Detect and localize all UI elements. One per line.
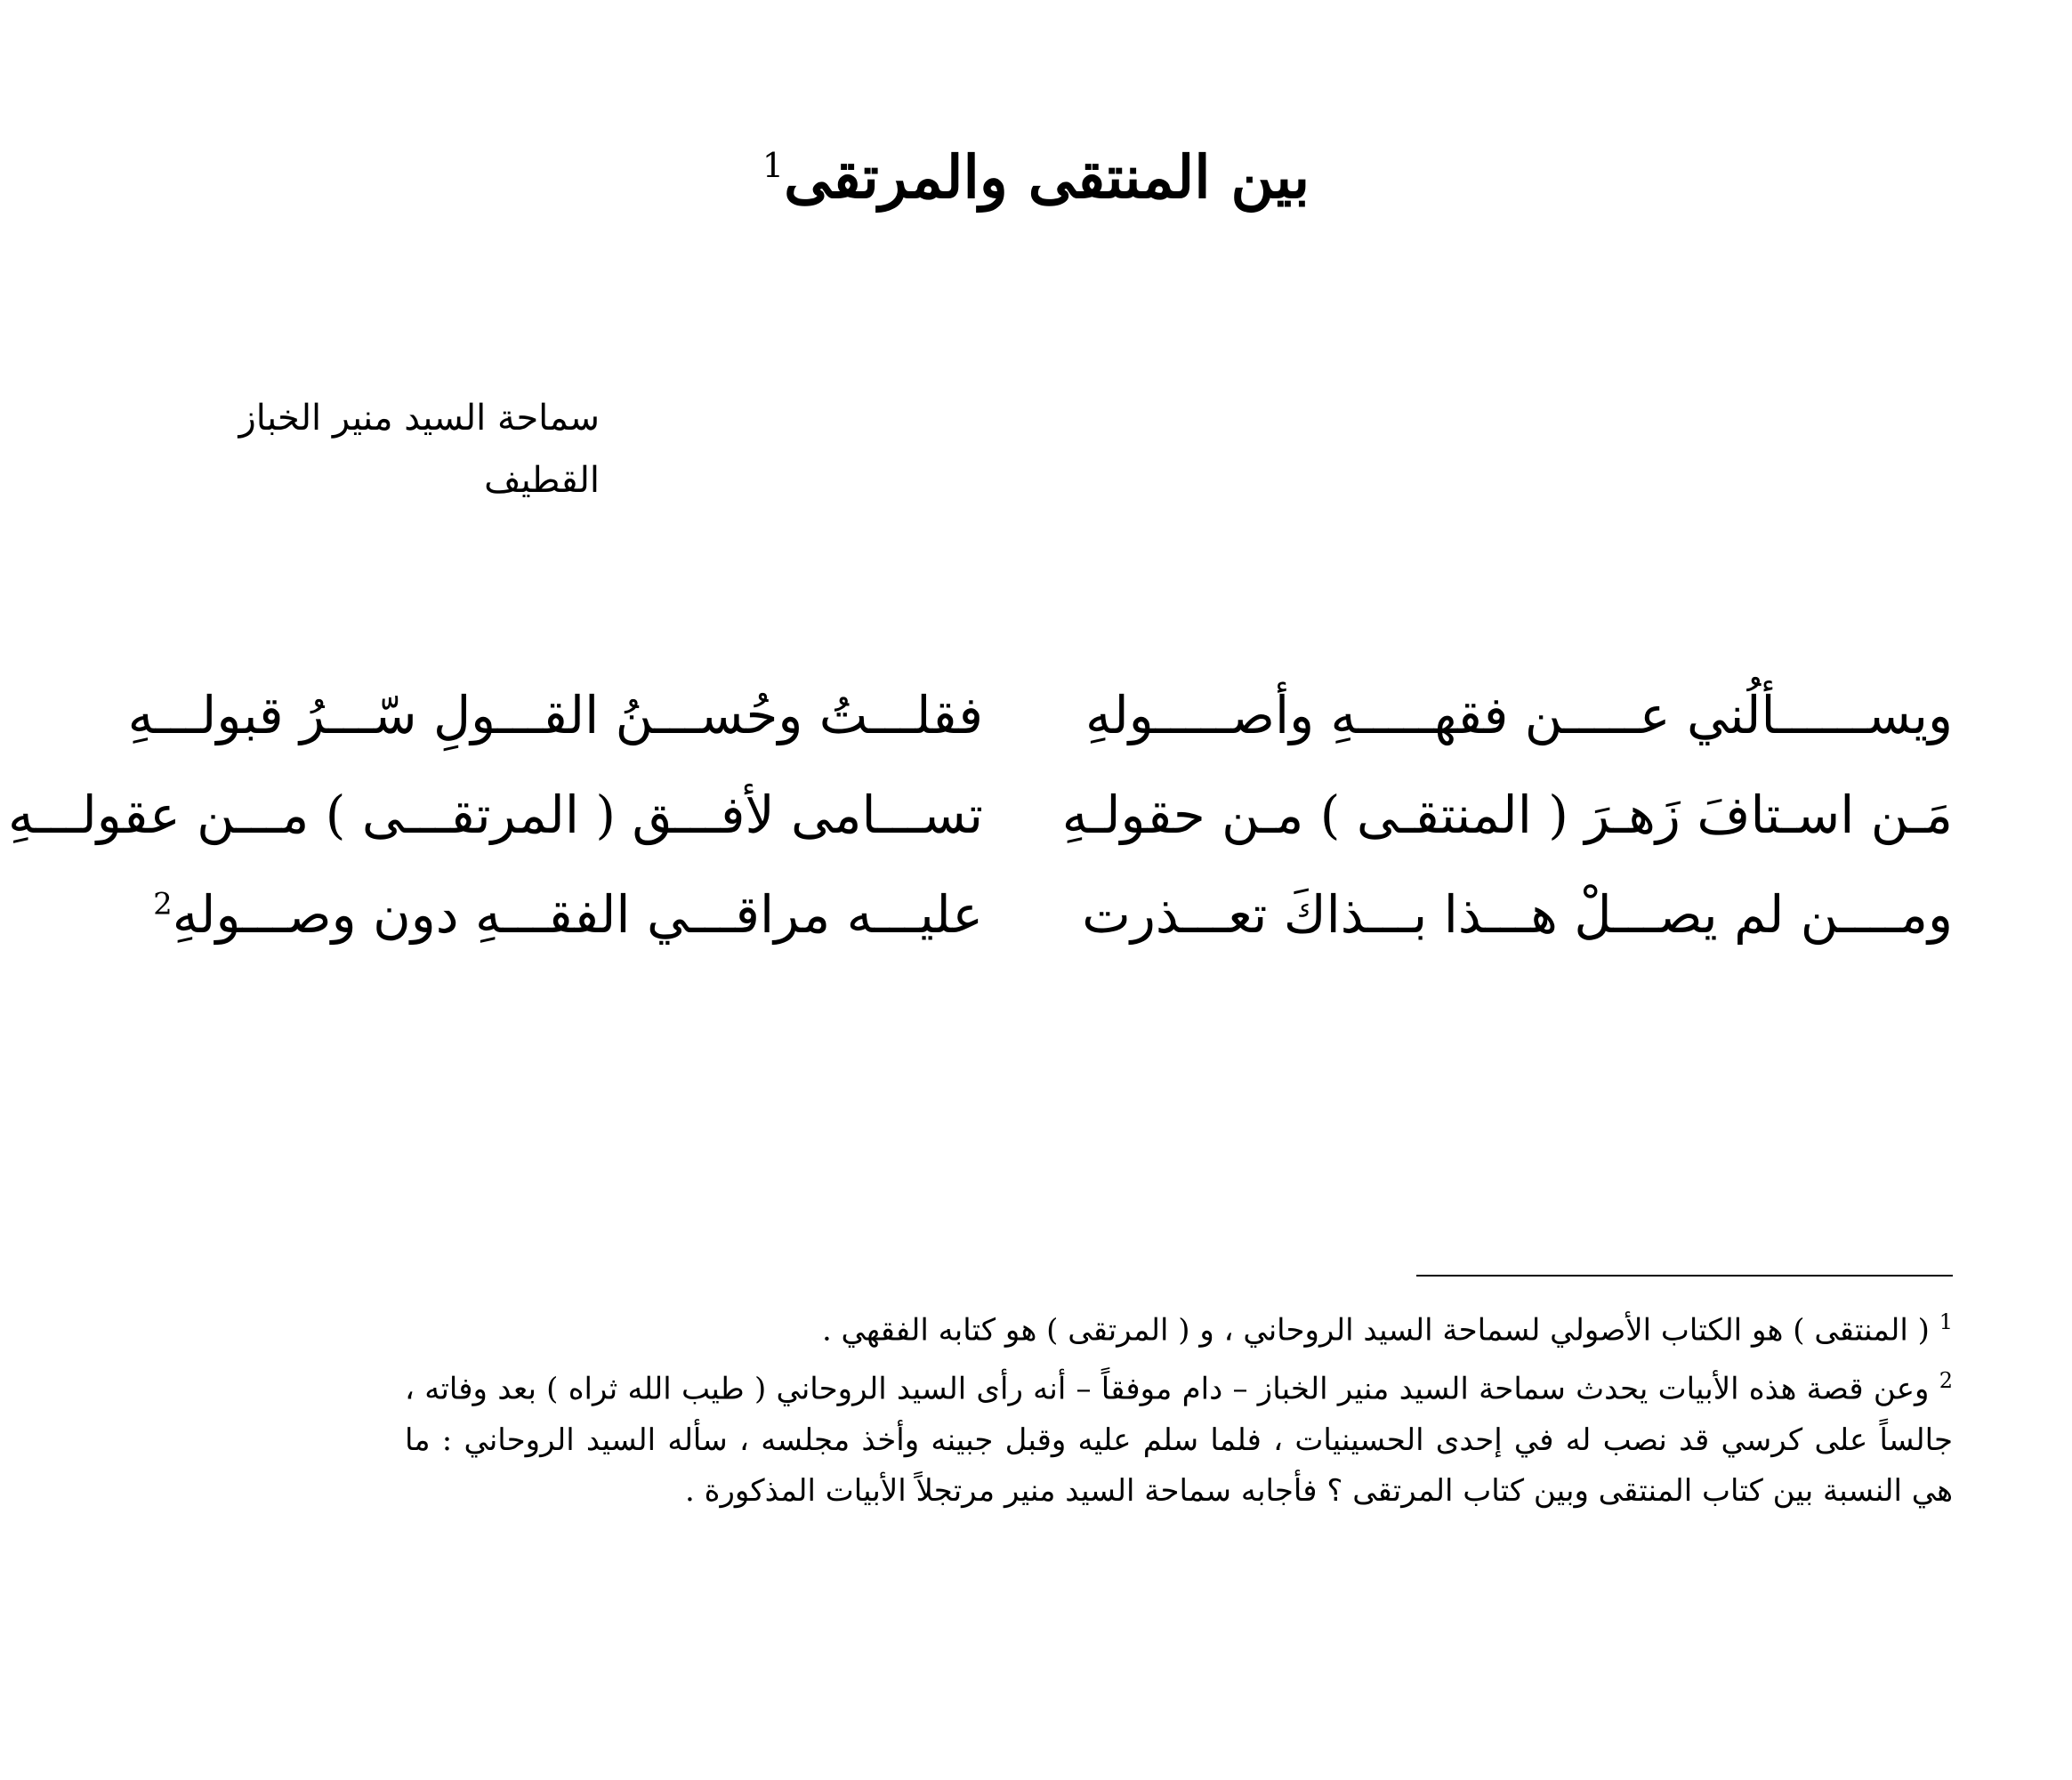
author-name: سماحة السيد منير الخباز — [238, 398, 600, 439]
verse-first-hemistich: ويســــــألُني عـــــن فقهـــــهِ وأصـــــولهِ — [1085, 685, 1953, 745]
poem-verse — [116, 884, 1953, 984]
footnote-body — [405, 1356, 1953, 1516]
footnote-mark: 2 — [1939, 1368, 1954, 1394]
footnote — [405, 1356, 1953, 1516]
footnote-body — [405, 1297, 1953, 1356]
poem-verse — [116, 685, 1953, 785]
verse-first-hemistich: ومــــن لم يصـــلْ هـــذا بـــذاكَ تعـــذرت — [1082, 884, 1953, 945]
verse-first-hemistich: مَـن اسـتافَ زَهـرَ ( المنتقـى ) مـن حقولـهِ — [1061, 785, 1953, 845]
footnote-text: ( المنتقى ) هو الكتاب الأصولي لسماحة السيد الروحاني ، و ( المرتقى ) هو كتابه الفقهي . — [821, 1312, 1930, 1349]
author-place: القطيف — [484, 460, 600, 501]
page-title — [0, 142, 2072, 213]
footnote-divider — [1416, 1275, 1953, 1277]
poem — [8, 685, 1953, 984]
hemistich-text: عليـــه مراقـــي الفقـــهِ دون وصـــولهِ — [172, 884, 983, 945]
title-footnote-mark: 1 — [762, 146, 785, 185]
footnote-text: وعن قصة هذه الأبيات يحدث سماحة السيد منير الخباز – دام موفقاً – أنه رأى السيد الروحاني ( طيب الله ثراه ) بعد وفاته ، جالساً على كرسي قد نصب له في إحدى الحسينيات ، فلما سلم عليه وقبل جبينه وأخذ مجلسه ، سأله السيد الروحاني : ما هي النسبة بين كتاب المنتقى وبين كتاب المرتقى ؟ فأجابه سماحة السيد منير مرتجلاً الأبيات المذكورة . — [405, 1371, 1953, 1509]
author-block — [137, 387, 600, 511]
footnotes — [405, 1297, 1953, 1517]
footnote — [405, 1297, 1953, 1356]
verse-second-hemistich — [116, 884, 983, 945]
poem-verse — [8, 785, 1953, 884]
hemistich-text: تســـامى لأفـــق ( المرتقـــى ) مـــن عقولـــهِ — [8, 785, 983, 845]
hemistich-text: فقلـــتُ وحُســـنُ القـــولِ سّـــرُ قبولـــهِ — [127, 685, 983, 745]
verse-footnote-mark: 2 — [153, 886, 173, 922]
verse-second-hemistich — [116, 685, 983, 745]
title-text: بين المنتقى والمرتقى — [784, 142, 1310, 212]
footnote-mark: 1 — [1939, 1309, 1953, 1334]
verse-second-hemistich — [8, 785, 983, 845]
